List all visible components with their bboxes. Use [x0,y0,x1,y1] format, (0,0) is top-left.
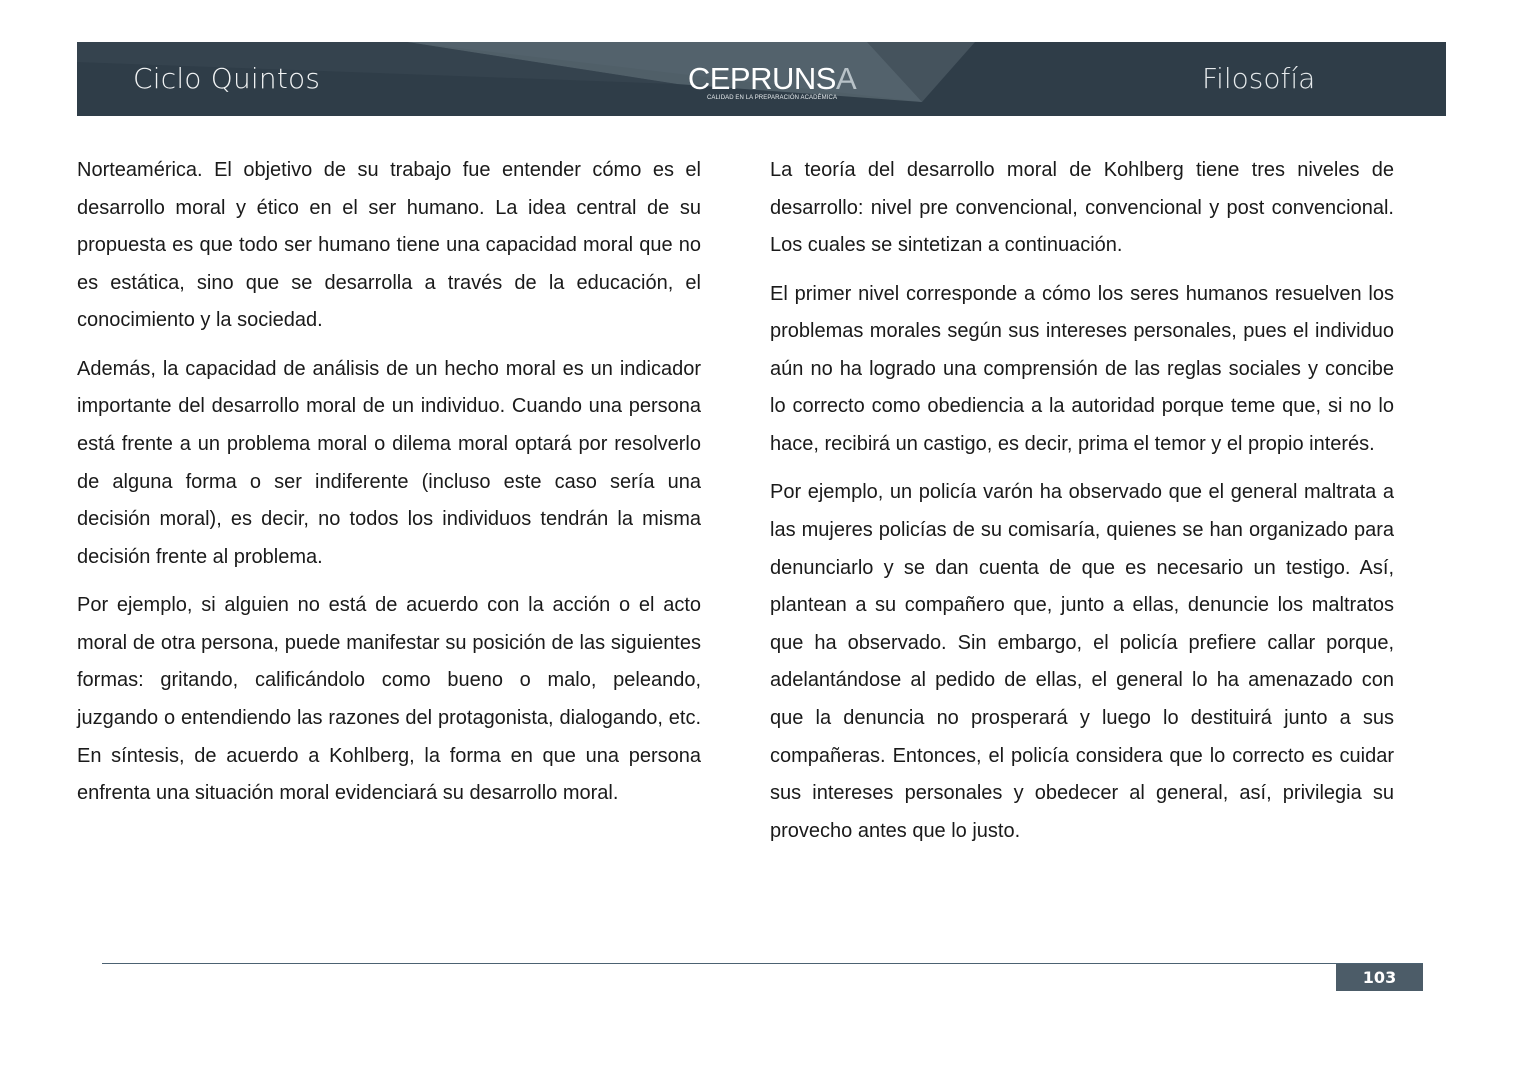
paragraph: Norteamérica. El objetivo de su trabajo fue entender cómo es el desarrollo moral y ético en el ser humano. La idea central de su propuesta es que todo ser humano tiene una capacidad moral que no es estática, sino que se desarrolla a través de la educación, el conocimiento y la sociedad. [77,159,701,332]
paragraph: Además, la capacidad de análisis de un hecho moral es un indicador importante del desarrollo moral de un individuo. Cuando una persona está frente a un problema moral o dilema moral optará por resolverlo de alguna forma o ser indiferente (incluso este caso sería una decisión moral), es decir, no todos los individuos tendrán la misma decisión frente al problema. [77,357,701,568]
paragraph: La teoría del desarrollo moral de Kohlberg tiene tres niveles de desarrollo: nivel pre convencional, convencional y post convencional. Los cuales se sintetizan a continuación. [770,159,1394,257]
subject-title: Filosofía [1202,62,1316,95]
left-text-column [77,152,701,823]
paragraph: El primer nivel corresponde a cómo los seres humanos resuelven los problemas morales según sus intereses personales, pues el individuo aún no ha logrado una comprensión de las reglas sociales y concibe lo correcto como obediencia a la autoridad porque teme que, si no lo hace, recibirá un castigo, es decir, prima el temor y el propio interés. [770,282,1394,455]
ceprunsa-logo [687,61,857,101]
page-number-badge: 103 [1336,964,1423,991]
logo-tagline: CALIDAD EN LA PREPARACIÓN ACADÉMICA [706,95,838,101]
right-text-column [770,152,1394,861]
paragraph: Por ejemplo, si alguien no está de acuerdo con la acción o el acto moral de otra persona, puede manifestar su posición de las siguientes formas: gritando, calificándolo como bueno o malo, peleando, juzgando o entendiendo las razones del protagonista, dialogando, etc. En síntesis, de acuerdo a Kohlberg, la forma en que una persona enfrenta una situación moral evidenciará su desarrollo moral. [77,594,701,805]
logo-wordmark: CEPRUNSA [687,61,857,96]
paragraph: Por ejemplo, un policía varón ha observado que el general maltrata a las mujeres policías de su comisaría, quienes se han organizado para denunciarlo y se dan cuenta de que es necesario un testigo. Así, plantean a su compañero que, junto a ellas, denuncie los maltratos que ha observado. Sin embargo, el policía prefiere callar porque, adelantándose al pedido de ellas, el general lo ha amenazado con que la denuncia no prosperará y luego lo destituirá junto a sus compañeras. Entonces, el policía considera que lo correcto es cuidar sus intereses personales y obedecer al general, así, privilegia su provecho antes que lo justo. [770,481,1394,842]
footer-divider [102,963,1423,964]
course-cycle-title: Ciclo Quintos [133,62,321,95]
page-header [77,42,1446,116]
